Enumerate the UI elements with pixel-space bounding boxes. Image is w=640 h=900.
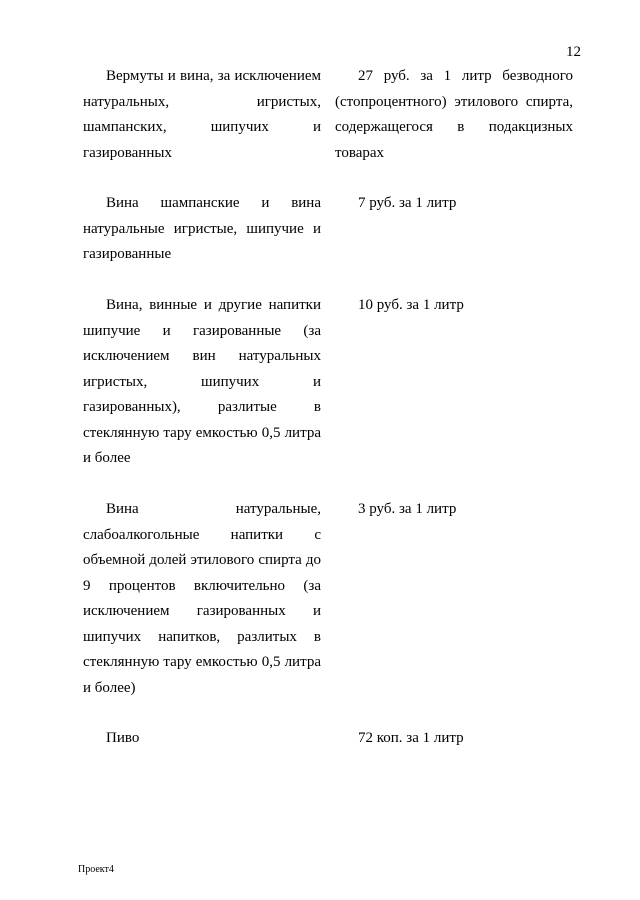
product-description: Вермуты и вина, за исключением натуральных, игристых, шампанских, шипучих и газированных	[83, 68, 321, 161]
excise-rate: 3 руб. за 1 литр	[358, 501, 457, 517]
excise-rate: 10 руб. за 1 литр	[358, 297, 464, 313]
footer-label: Проект4	[78, 864, 114, 875]
product-description: Вина натуральные, слабоалкогольные напитки с объемной долей этилового спирта до 9 процентов включительно (за исключением газированных и шипучих напитков, разлитых в стеклянную тару емкостью 0,5 литра и более)	[83, 501, 321, 696]
excise-rate: 72 коп. за 1 литр	[358, 730, 464, 746]
excise-rate: 27 руб. за 1 литр безводного (стопроцентного) этилового спирта, содержащегося в подакцизных товарах	[335, 68, 573, 161]
excise-rate: 7 руб. за 1 литр	[358, 195, 457, 211]
product-description: Пиво	[106, 730, 140, 746]
product-description: Вина, винные и другие напитки шипучие и газированные (за исключением вин натуральных игристых, шипучих и газированных), разлитые в стеклянную тару емкостью 0,5 литра и более	[83, 297, 321, 466]
product-description: Вина шампанские и вина натуральные игристые, шипучие и газированные	[83, 195, 321, 262]
page-number: 12	[566, 44, 581, 60]
